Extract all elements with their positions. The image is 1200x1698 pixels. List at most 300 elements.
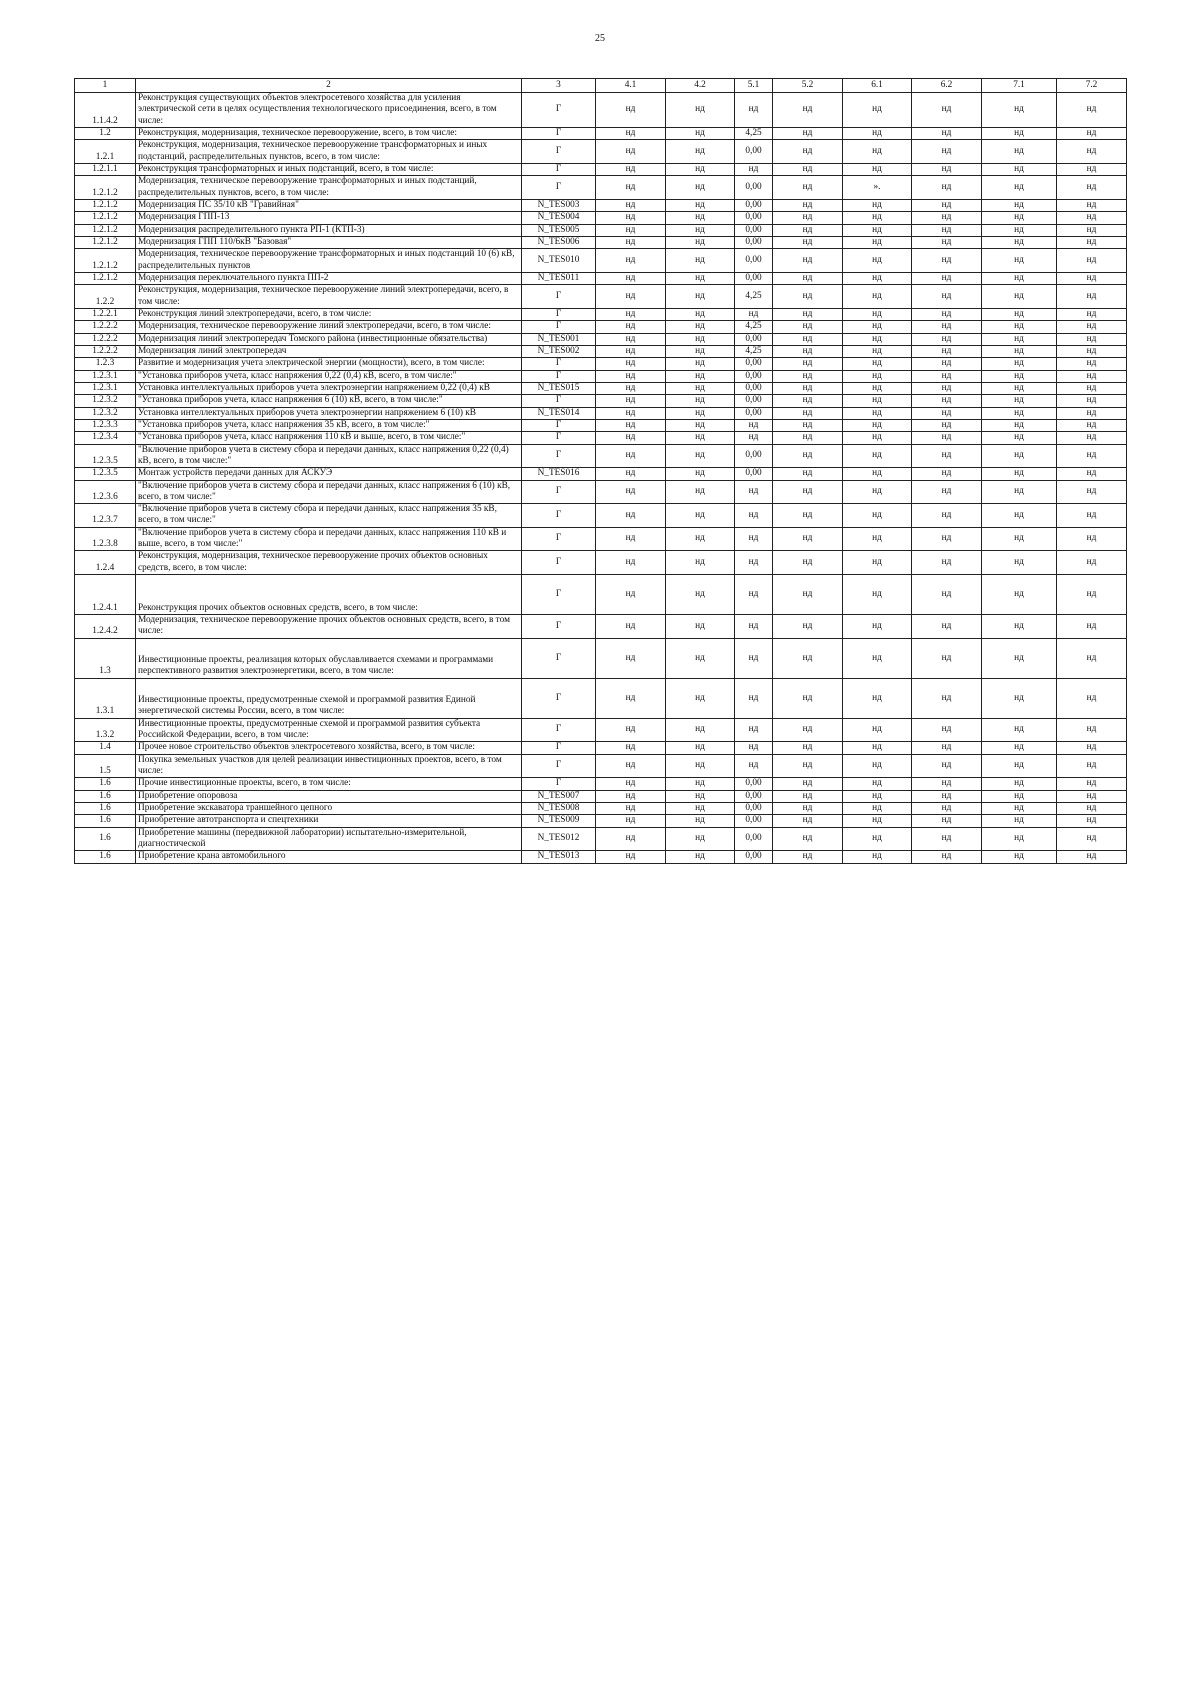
value-5-1: 0,00 <box>735 803 773 815</box>
row-number: 1.6 <box>75 778 136 790</box>
value-7-2: нд <box>1057 551 1127 575</box>
table-row <box>75 480 1127 504</box>
row-number: 1.2.3 <box>75 358 136 370</box>
value-6-2: нд <box>912 163 982 175</box>
value-4-1: нд <box>596 790 666 802</box>
row-name: Развитие и модернизация учета электрической энергии (мощности), всего, в том числе: <box>136 358 522 370</box>
value-7-1: нд <box>982 272 1057 284</box>
value-6-2: нд <box>912 308 982 320</box>
value-6-2: нд <box>912 407 982 419</box>
row-code: Г <box>522 308 596 320</box>
value-7-2: нд <box>1057 790 1127 802</box>
table-row <box>75 395 1127 407</box>
value-7-2: нд <box>1057 333 1127 345</box>
value-4-1: нд <box>596 678 666 718</box>
table-row <box>75 176 1127 200</box>
row-code: Г <box>522 93 596 128</box>
value-4-2: нд <box>666 742 735 754</box>
row-code: N_TES004 <box>522 212 596 224</box>
table-row <box>75 419 1127 431</box>
value-5-1: 0,00 <box>735 333 773 345</box>
value-6-1: нд <box>843 212 912 224</box>
table-row <box>75 224 1127 236</box>
value-7-1: нд <box>982 382 1057 394</box>
row-name: "Установка приборов учета, класс напряжения 0,22 (0,4) кВ, всего, в том числе:" <box>136 370 522 382</box>
value-6-2: нд <box>912 285 982 309</box>
row-name: Инвестиционные проекты, предусмотренные схемой и программой развития субъекта Российской Федерации, всего, в том числе: <box>136 718 522 742</box>
row-code: N_TES003 <box>522 199 596 211</box>
value-6-1: нд <box>843 140 912 164</box>
value-4-1: нд <box>596 480 666 504</box>
value-6-2: нд <box>912 754 982 778</box>
value-6-2: нд <box>912 333 982 345</box>
row-code: Г <box>522 163 596 175</box>
value-6-2: нд <box>912 140 982 164</box>
table-row <box>75 212 1127 224</box>
value-4-1: нд <box>596 127 666 139</box>
value-6-1: нд <box>843 249 912 273</box>
row-name: Приобретение автотранспорта и спецтехники <box>136 815 522 827</box>
row-number: 1.2.1.2 <box>75 272 136 284</box>
value-7-2: нд <box>1057 140 1127 164</box>
row-code: Г <box>522 742 596 754</box>
value-5-2: нд <box>773 419 843 431</box>
value-5-2: нд <box>773 432 843 444</box>
row-number: 1.2.2 <box>75 285 136 309</box>
value-5-2: нд <box>773 527 843 551</box>
table-row <box>75 615 1127 639</box>
row-name: "Включение приборов учета в систему сбора и передачи данных, класс напряжения 0,22 (0,4) кВ, всего, в том числе:" <box>136 444 522 468</box>
value-6-1: нд <box>843 718 912 742</box>
value-4-2: нд <box>666 163 735 175</box>
value-4-2: нд <box>666 407 735 419</box>
table-row <box>75 407 1127 419</box>
row-name: Приобретение опоровоза <box>136 790 522 802</box>
value-4-2: нд <box>666 432 735 444</box>
column-header: 7.2 <box>1057 79 1127 93</box>
value-6-2: нд <box>912 790 982 802</box>
table-row <box>75 790 1127 802</box>
row-code: N_TES009 <box>522 815 596 827</box>
value-4-1: нд <box>596 468 666 480</box>
table-row <box>75 432 1127 444</box>
value-5-1: нд <box>735 575 773 615</box>
row-number: 1.6 <box>75 851 136 863</box>
value-5-1: 4,25 <box>735 127 773 139</box>
value-4-2: нд <box>666 224 735 236</box>
value-7-2: нд <box>1057 345 1127 357</box>
value-6-1: нд <box>843 163 912 175</box>
row-code: N_TES006 <box>522 236 596 248</box>
value-7-1: нд <box>982 754 1057 778</box>
value-6-2: нд <box>912 321 982 333</box>
row-name: Модернизация линий электропередач <box>136 345 522 357</box>
value-4-1: нд <box>596 527 666 551</box>
row-name: Реконструкция, модернизация, техническое перевооружение трансформаторных и иных подстанций, распределительных пунктов, всего, в том числе: <box>136 140 522 164</box>
row-code: Г <box>522 419 596 431</box>
row-code: Г <box>522 638 596 678</box>
value-5-1: нд <box>735 678 773 718</box>
row-number: 1.6 <box>75 827 136 851</box>
row-number: 1.6 <box>75 790 136 802</box>
value-6-2: нд <box>912 851 982 863</box>
value-5-1: 4,25 <box>735 321 773 333</box>
row-code: Г <box>522 615 596 639</box>
value-7-1: нд <box>982 93 1057 128</box>
value-7-2: нд <box>1057 638 1127 678</box>
value-7-1: нд <box>982 742 1057 754</box>
row-name: Реконструкция, модернизация, техническое перевооружение прочих объектов основных средств, всего, в том числе: <box>136 551 522 575</box>
row-name: "Включение приборов учета в систему сбора и передачи данных, класс напряжения 6 (10) кВ, всего, в том числе:" <box>136 480 522 504</box>
value-7-2: нд <box>1057 678 1127 718</box>
value-4-2: нд <box>666 199 735 211</box>
value-4-1: нд <box>596 432 666 444</box>
table-row <box>75 444 1127 468</box>
row-code: Г <box>522 321 596 333</box>
row-name: Инвестиционные проекты, предусмотренные схемой и программой развития Единой энергетической системы России, всего, в том числе: <box>136 678 522 718</box>
value-7-1: нд <box>982 551 1057 575</box>
row-code: N_TES014 <box>522 407 596 419</box>
value-6-1: нд <box>843 345 912 357</box>
value-6-1: нд <box>843 272 912 284</box>
row-number: 1.2.3.2 <box>75 395 136 407</box>
value-7-2: нд <box>1057 236 1127 248</box>
value-6-1: нд <box>843 615 912 639</box>
row-code: Г <box>522 551 596 575</box>
row-code: Г <box>522 370 596 382</box>
value-6-2: нд <box>912 199 982 211</box>
value-7-1: нд <box>982 419 1057 431</box>
row-number: 1.2.3.4 <box>75 432 136 444</box>
row-name: Реконструкция трансформаторных и иных подстанций, всего, в том числе: <box>136 163 522 175</box>
row-name: Прочее новое строительство объектов электросетевого хозяйства, всего, в том числе: <box>136 742 522 754</box>
value-4-1: нд <box>596 504 666 528</box>
value-4-2: нд <box>666 468 735 480</box>
value-6-1: нд <box>843 827 912 851</box>
value-5-2: нд <box>773 790 843 802</box>
row-name: "Установка приборов учета, класс напряжения 110 кВ и выше, всего, в том числе:" <box>136 432 522 444</box>
value-6-2: нд <box>912 551 982 575</box>
row-number: 1.2.2.2 <box>75 321 136 333</box>
table-row <box>75 370 1127 382</box>
row-name: Модернизация, техническое перевооружение прочих объектов основных средств, всего, в том числе: <box>136 615 522 639</box>
table-body <box>75 93 1127 864</box>
value-4-1: нд <box>596 212 666 224</box>
value-5-1: 0,00 <box>735 827 773 851</box>
row-code: N_TES005 <box>522 224 596 236</box>
row-name: "Установка приборов учета, класс напряжения 35 кВ, всего, в том числе:" <box>136 419 522 431</box>
value-4-2: нд <box>666 718 735 742</box>
column-header: 6.2 <box>912 79 982 93</box>
value-6-1: нд <box>843 93 912 128</box>
table-row <box>75 272 1127 284</box>
value-4-1: нд <box>596 176 666 200</box>
row-code: Г <box>522 718 596 742</box>
value-5-2: нд <box>773 678 843 718</box>
value-4-2: нд <box>666 444 735 468</box>
value-7-1: нд <box>982 638 1057 678</box>
value-6-2: нд <box>912 236 982 248</box>
row-code: N_TES015 <box>522 382 596 394</box>
value-5-1: 4,25 <box>735 345 773 357</box>
value-7-2: нд <box>1057 718 1127 742</box>
row-number: 1.3.2 <box>75 718 136 742</box>
value-6-2: нд <box>912 93 982 128</box>
value-6-2: нд <box>912 395 982 407</box>
value-7-1: нд <box>982 345 1057 357</box>
value-6-2: нд <box>912 615 982 639</box>
value-7-2: нд <box>1057 163 1127 175</box>
value-5-1: нд <box>735 419 773 431</box>
value-5-1: 0,00 <box>735 140 773 164</box>
value-6-1: нд <box>843 395 912 407</box>
row-code: Г <box>522 444 596 468</box>
row-number: 1.2 <box>75 127 136 139</box>
value-6-1: нд <box>843 321 912 333</box>
table-row <box>75 199 1127 211</box>
row-code: Г <box>522 127 596 139</box>
value-4-1: нд <box>596 718 666 742</box>
value-4-1: нд <box>596 395 666 407</box>
row-code: N_TES008 <box>522 803 596 815</box>
row-name: Модернизация, техническое перевооружение трансформаторных и иных подстанций, распределительных пунктов, всего, в том числе: <box>136 176 522 200</box>
value-7-2: нд <box>1057 395 1127 407</box>
value-6-1: нд <box>843 678 912 718</box>
row-name: Приобретение машины (передвижной лаборатории) испытательно-измерительной, диагностической <box>136 827 522 851</box>
value-6-2: нд <box>912 827 982 851</box>
row-number: 1.1.4.2 <box>75 93 136 128</box>
table-row <box>75 575 1127 615</box>
row-number: 1.2.4.2 <box>75 615 136 639</box>
value-7-2: нд <box>1057 444 1127 468</box>
value-7-2: нд <box>1057 468 1127 480</box>
table-row <box>75 742 1127 754</box>
value-4-1: нд <box>596 249 666 273</box>
investment-program-table <box>74 78 1127 864</box>
value-4-1: нд <box>596 308 666 320</box>
value-5-1: нд <box>735 93 773 128</box>
value-6-2: нд <box>912 504 982 528</box>
value-4-2: нд <box>666 851 735 863</box>
value-6-1: нд <box>843 527 912 551</box>
value-7-1: нд <box>982 176 1057 200</box>
row-code: Г <box>522 480 596 504</box>
value-5-2: нд <box>773 395 843 407</box>
value-5-2: нд <box>773 321 843 333</box>
value-7-1: нд <box>982 790 1057 802</box>
row-number: 1.2.2.2 <box>75 333 136 345</box>
value-4-2: нд <box>666 790 735 802</box>
value-5-2: нд <box>773 272 843 284</box>
row-name: Модернизация переключательного пункта ПП-2 <box>136 272 522 284</box>
table-row <box>75 638 1127 678</box>
value-6-2: нд <box>912 444 982 468</box>
value-4-1: нд <box>596 321 666 333</box>
value-6-1: нд <box>843 358 912 370</box>
value-5-1: 0,00 <box>735 212 773 224</box>
value-6-1: нд <box>843 382 912 394</box>
value-5-1: 0,00 <box>735 224 773 236</box>
value-5-2: нд <box>773 163 843 175</box>
value-7-1: нд <box>982 718 1057 742</box>
value-7-1: нд <box>982 432 1057 444</box>
value-6-1: нд <box>843 803 912 815</box>
row-name: Реконструкция прочих объектов основных средств, всего, в том числе: <box>136 575 522 615</box>
value-7-2: нд <box>1057 358 1127 370</box>
column-header: 5.1 <box>735 79 773 93</box>
table-row <box>75 358 1127 370</box>
row-number: 1.2.3.8 <box>75 527 136 551</box>
value-7-2: нд <box>1057 249 1127 273</box>
value-4-1: нд <box>596 285 666 309</box>
value-7-2: нд <box>1057 321 1127 333</box>
row-name: Модернизация линий электропередач Томского района (инвестиционные обязательства) <box>136 333 522 345</box>
value-5-2: нд <box>773 407 843 419</box>
value-4-2: нд <box>666 395 735 407</box>
value-4-2: нд <box>666 370 735 382</box>
value-7-1: нд <box>982 358 1057 370</box>
value-7-2: нд <box>1057 432 1127 444</box>
value-5-2: нд <box>773 742 843 754</box>
value-6-1: нд <box>843 444 912 468</box>
row-number: 1.4 <box>75 742 136 754</box>
row-number: 1.2.4.1 <box>75 575 136 615</box>
value-5-2: нд <box>773 370 843 382</box>
value-5-1: нд <box>735 718 773 742</box>
value-6-2: нд <box>912 432 982 444</box>
table-row <box>75 468 1127 480</box>
value-4-1: нд <box>596 575 666 615</box>
value-5-1: нд <box>735 480 773 504</box>
row-number: 1.2.3.5 <box>75 468 136 480</box>
row-name: Инвестиционные проекты, реализация которых обуславливается схемами и программами перспективного развития электроэнергетики, всего, в том числе: <box>136 638 522 678</box>
value-6-2: нд <box>912 370 982 382</box>
value-6-2: нд <box>912 419 982 431</box>
value-7-2: нд <box>1057 575 1127 615</box>
value-5-2: нд <box>773 93 843 128</box>
page-number: 25 <box>595 33 605 44</box>
value-4-1: нд <box>596 93 666 128</box>
value-4-1: нд <box>596 754 666 778</box>
value-4-2: нд <box>666 140 735 164</box>
value-4-2: нд <box>666 285 735 309</box>
table-row <box>75 527 1127 551</box>
value-5-2: нд <box>773 575 843 615</box>
column-header: 4.2 <box>666 79 735 93</box>
value-6-1: нд <box>843 236 912 248</box>
table-row <box>75 127 1127 139</box>
value-6-1: нд <box>843 432 912 444</box>
value-5-2: нд <box>773 827 843 851</box>
value-6-2: нд <box>912 718 982 742</box>
value-5-1: нд <box>735 308 773 320</box>
value-5-1: 0,00 <box>735 778 773 790</box>
value-7-2: нд <box>1057 212 1127 224</box>
row-number: 1.6 <box>75 803 136 815</box>
value-5-2: нд <box>773 615 843 639</box>
value-5-1: нд <box>735 638 773 678</box>
value-5-1: нд <box>735 615 773 639</box>
value-4-1: нд <box>596 163 666 175</box>
value-7-2: нд <box>1057 851 1127 863</box>
value-6-1: нд <box>843 790 912 802</box>
row-name: Модернизация, техническое перевооружение трансформаторных и иных подстанций 10 (6) кВ, распределительных пунктов <box>136 249 522 273</box>
row-number: 1.2.4 <box>75 551 136 575</box>
value-5-2: нд <box>773 480 843 504</box>
value-4-2: нд <box>666 551 735 575</box>
value-6-2: нд <box>912 803 982 815</box>
row-name: "Включение приборов учета в систему сбора и передачи данных, класс напряжения 110 кВ и выше, всего, в том числе:" <box>136 527 522 551</box>
row-name: Реконструкция, модернизация, техническое перевооружение линий электропередачи, всего, в том числе: <box>136 285 522 309</box>
value-6-2: нд <box>912 742 982 754</box>
row-code: N_TES016 <box>522 468 596 480</box>
value-7-1: нд <box>982 815 1057 827</box>
value-7-2: нд <box>1057 308 1127 320</box>
value-4-1: нд <box>596 827 666 851</box>
row-number: 1.2.1.2 <box>75 224 136 236</box>
row-name: Реконструкция существующих объектов электросетевого хозяйства для усиления электрической сети в целях осуществления технологического присоединения, всего, в том числе: <box>136 93 522 128</box>
value-4-2: нд <box>666 358 735 370</box>
value-6-2: нд <box>912 176 982 200</box>
value-4-2: нд <box>666 504 735 528</box>
value-6-2: нд <box>912 212 982 224</box>
table-row <box>75 815 1127 827</box>
row-code: Г <box>522 754 596 778</box>
value-6-1: нд <box>843 308 912 320</box>
row-code: Г <box>522 176 596 200</box>
value-5-2: нд <box>773 504 843 528</box>
value-7-1: нд <box>982 803 1057 815</box>
value-5-1: нд <box>735 163 773 175</box>
value-6-1: нд <box>843 815 912 827</box>
row-name: Модернизация ПС 35/10 кВ "Гравийная" <box>136 199 522 211</box>
value-5-2: нд <box>773 851 843 863</box>
value-7-2: нд <box>1057 224 1127 236</box>
value-4-2: нд <box>666 272 735 284</box>
value-5-1: нд <box>735 504 773 528</box>
value-7-1: нд <box>982 212 1057 224</box>
value-6-1: нд <box>843 407 912 419</box>
value-5-2: нд <box>773 224 843 236</box>
value-6-1: нд <box>843 370 912 382</box>
value-5-1: 0,00 <box>735 815 773 827</box>
table-row <box>75 551 1127 575</box>
table-row <box>75 93 1127 128</box>
value-6-1: нд <box>843 468 912 480</box>
value-4-2: нд <box>666 321 735 333</box>
value-6-1: нд <box>843 480 912 504</box>
value-5-1: нд <box>735 527 773 551</box>
row-code: N_TES001 <box>522 333 596 345</box>
value-7-2: нд <box>1057 778 1127 790</box>
value-4-1: нд <box>596 638 666 678</box>
row-code: Г <box>522 395 596 407</box>
value-7-2: нд <box>1057 176 1127 200</box>
value-6-1: нд <box>843 551 912 575</box>
value-4-2: нд <box>666 827 735 851</box>
value-7-1: нд <box>982 249 1057 273</box>
value-6-2: нд <box>912 575 982 615</box>
row-number: 1.2.3.7 <box>75 504 136 528</box>
value-5-2: нд <box>773 778 843 790</box>
row-name: Модернизация распределительного пункта РП-1 (КТП-3) <box>136 224 522 236</box>
value-5-1: 0,00 <box>735 851 773 863</box>
row-number: 1.6 <box>75 815 136 827</box>
value-4-1: нд <box>596 382 666 394</box>
table-row <box>75 236 1127 248</box>
row-code: Г <box>522 778 596 790</box>
row-number: 1.3.1 <box>75 678 136 718</box>
